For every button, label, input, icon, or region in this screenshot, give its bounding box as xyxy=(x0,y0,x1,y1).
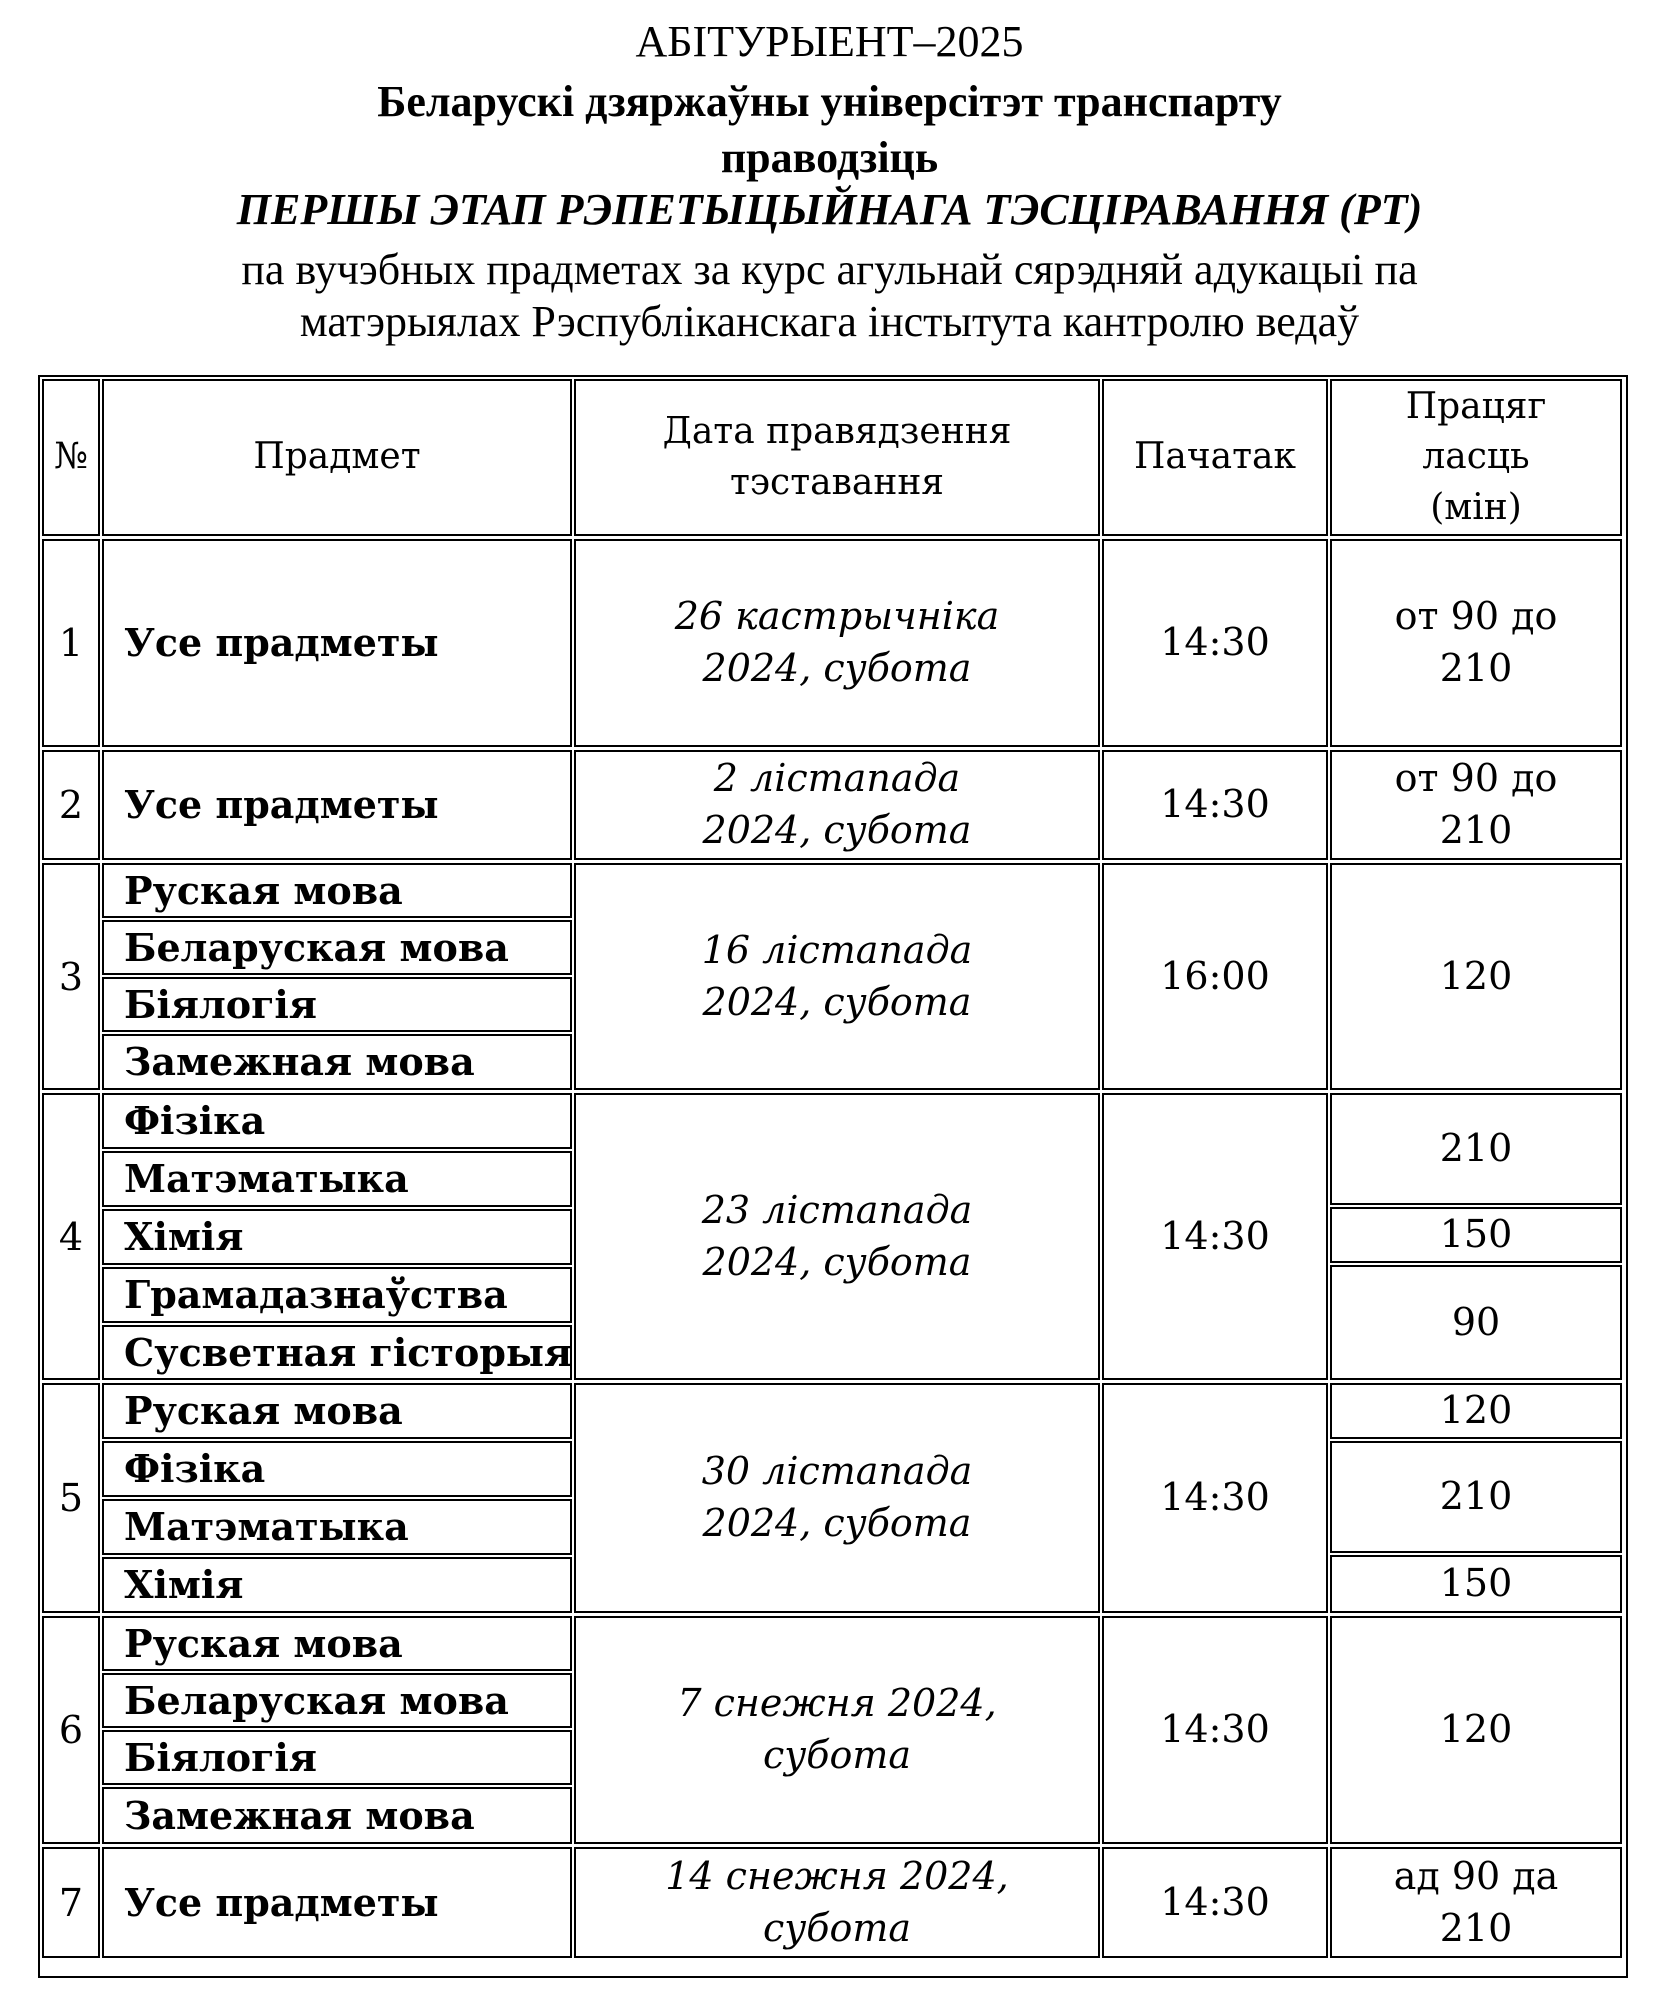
schedule-table xyxy=(38,375,1628,1978)
row-1-date: 26 кастрычніка 2024, субота xyxy=(574,539,1100,747)
row-2-start: 14:30 xyxy=(1102,750,1328,860)
row-3-num: 3 xyxy=(42,863,100,1090)
row-7-num: 7 xyxy=(42,1847,100,1958)
row-5-subject-2: Фізіка xyxy=(102,1441,572,1497)
row-5-subject-1: Руская мова xyxy=(102,1383,572,1439)
row-7-duration: ад 90 да 210 xyxy=(1330,1847,1622,1958)
row-5-num: 5 xyxy=(42,1383,100,1613)
row-7-subject: Усе прадметы xyxy=(102,1847,572,1958)
row-3-subject-1: Руская мова xyxy=(102,863,572,918)
event-title: ПЕРШЫ ЭТАП РЭПЕТЫЦЫЙНАГА ТЭСЦІРАВАННЯ (РТ) xyxy=(236,185,1423,234)
row-4-subject-1: Фізіка xyxy=(102,1093,572,1149)
header-num: № xyxy=(42,379,100,536)
row-2-num: 2 xyxy=(42,750,100,860)
row-5-subject-3: Матэматыка xyxy=(102,1499,572,1555)
row-5-duration-1: 120 xyxy=(1330,1383,1622,1439)
row-2-date: 2 лістапада 2024, субота xyxy=(574,750,1100,860)
row-3-date: 16 лістапада 2024, субота xyxy=(574,863,1100,1090)
row-2-subject: Усе прадметы xyxy=(102,750,572,860)
row-1-start: 14:30 xyxy=(1102,539,1328,747)
row-3-subject-2: Беларуская мова xyxy=(102,920,572,975)
row-1-duration: от 90 до 210 xyxy=(1330,539,1622,747)
row-3-duration: 120 xyxy=(1330,863,1622,1090)
row-4-subject-2: Матэматыка xyxy=(102,1151,572,1207)
header-line-5: па вучэбных прадметах за курс агульнай сярэдняй адукацыі па xyxy=(241,245,1418,294)
row-5-duration-2: 210 xyxy=(1330,1441,1622,1553)
row-1-num: 1 xyxy=(42,539,100,747)
row-6-subject-3: Біялогія xyxy=(102,1730,572,1785)
row-4-subject-3: Хімія xyxy=(102,1209,572,1265)
row-3-subject-4: Замежная мова xyxy=(102,1034,572,1090)
header-line-1: АБІТУРЫЕНТ–2025 xyxy=(635,17,1024,66)
row-5-date: 30 лістапада 2024, субота xyxy=(574,1383,1100,1613)
row-3-subject-3: Біялогія xyxy=(102,977,572,1032)
row-6-subject-1: Руская мова xyxy=(102,1616,572,1671)
row-4-duration-1: 210 xyxy=(1330,1093,1622,1205)
row-3-start: 16:00 xyxy=(1102,863,1328,1090)
row-4-subject-4: Грамадазнаўства xyxy=(102,1267,572,1323)
row-6-subject-4: Замежная мова xyxy=(102,1787,572,1844)
row-4-date: 23 лістапада 2024, субота xyxy=(574,1093,1100,1380)
row-4-subject-5: Сусветная гісторыя xyxy=(102,1325,572,1380)
row-2-duration: от 90 до 210 xyxy=(1330,750,1622,860)
row-6-subject-2: Беларуская мова xyxy=(102,1673,572,1728)
row-7-start: 14:30 xyxy=(1102,1847,1328,1958)
row-4-start: 14:30 xyxy=(1102,1093,1328,1380)
row-4-duration-3: 90 xyxy=(1330,1265,1622,1380)
header-subject: Прадмет xyxy=(102,379,572,536)
row-6-date: 7 снежня 2024, субота xyxy=(574,1616,1100,1844)
header-start: Пачатак xyxy=(1102,379,1328,536)
header-line-3: праводзіць xyxy=(720,133,939,182)
university-name: Беларускі дзяржаўны універсітэт транспарту xyxy=(377,77,1282,126)
header-date: Дата правядзення тэставання xyxy=(574,379,1100,536)
row-7-date: 14 снежня 2024, субота xyxy=(574,1847,1100,1958)
row-6-num: 6 xyxy=(42,1616,100,1844)
row-1-subject: Усе прадметы xyxy=(102,539,572,747)
header-duration: Працяг ласць (мін) xyxy=(1330,379,1622,536)
row-5-subject-4: Хімія xyxy=(102,1557,572,1613)
header-line-6: матэрыялах Рэспубліканскага інстытута кантролю ведаў xyxy=(299,297,1360,346)
row-4-duration-2: 150 xyxy=(1330,1207,1622,1263)
row-4-num: 4 xyxy=(42,1093,100,1380)
row-5-duration-3: 150 xyxy=(1330,1555,1622,1613)
row-6-start: 14:30 xyxy=(1102,1616,1328,1844)
row-6-duration: 120 xyxy=(1330,1616,1622,1844)
row-5-start: 14:30 xyxy=(1102,1383,1328,1613)
